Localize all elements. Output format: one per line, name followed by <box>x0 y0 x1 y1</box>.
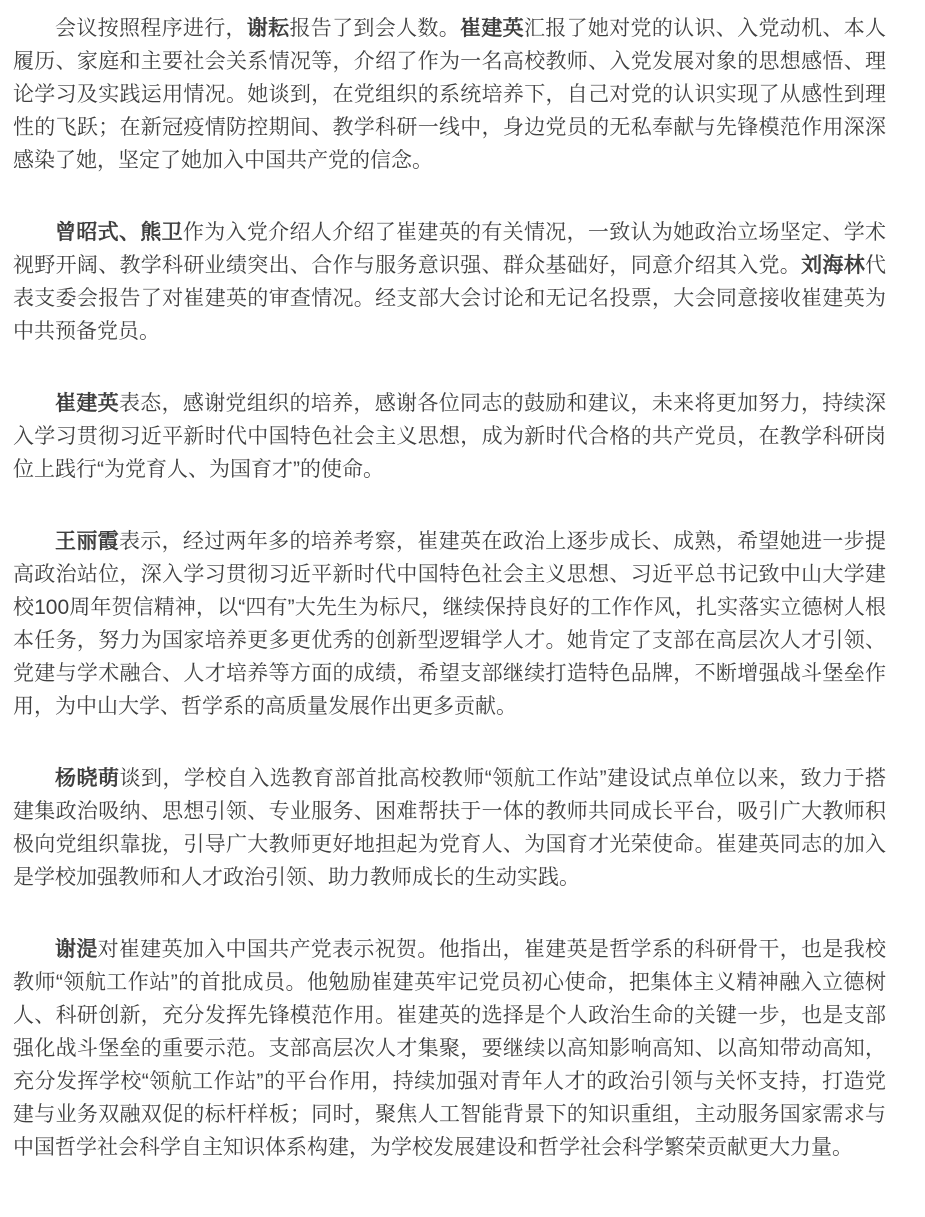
person-name: 曾昭式、熊卫 <box>55 221 183 244</box>
paragraph-text: 对崔建英加入中国共产党表示祝贺。他指出，崔建英是哲学系的科研骨干，也是我校教师“领航工作站”的首批成员。他勉励崔建英牢记党员初心使命，把集体主义精神融入立德树人、科研创新，充分发挥先锋模范作用。崔建英的选择是个人政治生命的关键一步，也是支部强化战斗堡垒的重要示范。支部高层次人才集聚，要继续以高知影响高知、以高知带动高知，充分发挥学校“领航工作站”的平台作用，持续加强对青年人才的政治引领与关怀支持，打造党建与业务双融双促的标杆样板；同时，聚焦人工智能背景下的知识重组，主动服务国家需求与中国哲学社会科学自主知识体系构建，为学校发展建设和哲学社会科学繁荣贡献更大力量。 <box>13 938 887 1159</box>
person-name: 杨晓萌 <box>55 767 120 790</box>
person-name: 谢湜 <box>55 938 98 961</box>
person-name: 刘海林 <box>801 254 866 277</box>
paragraph <box>13 387 886 486</box>
paragraph <box>13 933 886 1164</box>
paragraph-text: 表示，经过两年多的培养考察，崔建英在政治上逐步成长、成熟，希望她进一步提高政治站位，深入学习贯彻习近平新时代中国特色社会主义思想、习近平总书记致中山大学建校100周年贺信精神，以“四有”大先生为标尺，继续保持良好的工作作风，扎实落实立德树人根本任务，努力为国家培养更多更优秀的创新型逻辑学人才。她肯定了支部在高层次人才引领、党建与学术融合、人才培养等方面的成绩，希望支部继续打造特色品牌，不断增强战斗堡垒作用，为中山大学、哲学系的高质量发展作出更多贡献。 <box>13 530 887 718</box>
paragraph-text: 代表支委会报告了对崔建英的审查情况。经支部大会讨论和无记名投票，大会同意接收崔建英为中共预备党员。 <box>13 254 887 343</box>
paragraph-text: 表态，感谢党组织的培养，感谢各位同志的鼓励和建议，未来将更加努力，持续深入学习贯彻习近平新时代中国特色社会主义思想，成为新时代合格的共产党员，在教学科研岗位上践行“为党育人、为国育才”的使命。 <box>13 392 887 481</box>
person-name: 王丽霞 <box>55 530 119 553</box>
paragraph <box>13 525 886 723</box>
paragraph-text: 作为入党介绍人介绍了崔建英的有关情况，一致认为她政治立场坚定、学术视野开阔、教学科研业绩突出、合作与服务意识强、群众基础好，同意介绍其入党。 <box>13 221 887 277</box>
person-name: 崔建英 <box>460 17 524 40</box>
paragraph <box>13 216 886 348</box>
paragraph-text: 谈到，学校自入选教育部首批高校教师“领航工作站”建设试点单位以来，致力于搭建集政治吸纳、思想引领、专业服务、困难帮扶于一体的教师共同成长平台，吸引广大教师积极向党组织靠拢，引导广大教师更好地担起为党育人、为国育才光荣使命。崔建英同志的加入是学校加强教师和人才政治引领、助力教师成长的生动实践。 <box>13 767 887 889</box>
paragraph-text: 报告了到会人数。 <box>289 17 461 40</box>
person-name: 崔建英 <box>55 392 119 415</box>
paragraph-text: 汇报了她对党的认识、入党动机、本人履历、家庭和主要社会关系情况等，介绍了作为一名高校教师、入党发展对象的思想感悟、理论学习及实践运用情况。她谈到，在党组织的系统培养下，自己对党的认识实现了从感性到理性的飞跃；在新冠疫情防控期间、教学科研一线中，身边党员的无私奉献与先锋模范作用深深感染了她，坚定了她加入中国共产党的信念。 <box>13 17 887 172</box>
paragraph <box>13 762 886 894</box>
person-name: 谢耘 <box>246 17 290 40</box>
paragraph <box>13 12 886 177</box>
paragraph-text: 会议按照程序进行， <box>55 17 247 40</box>
